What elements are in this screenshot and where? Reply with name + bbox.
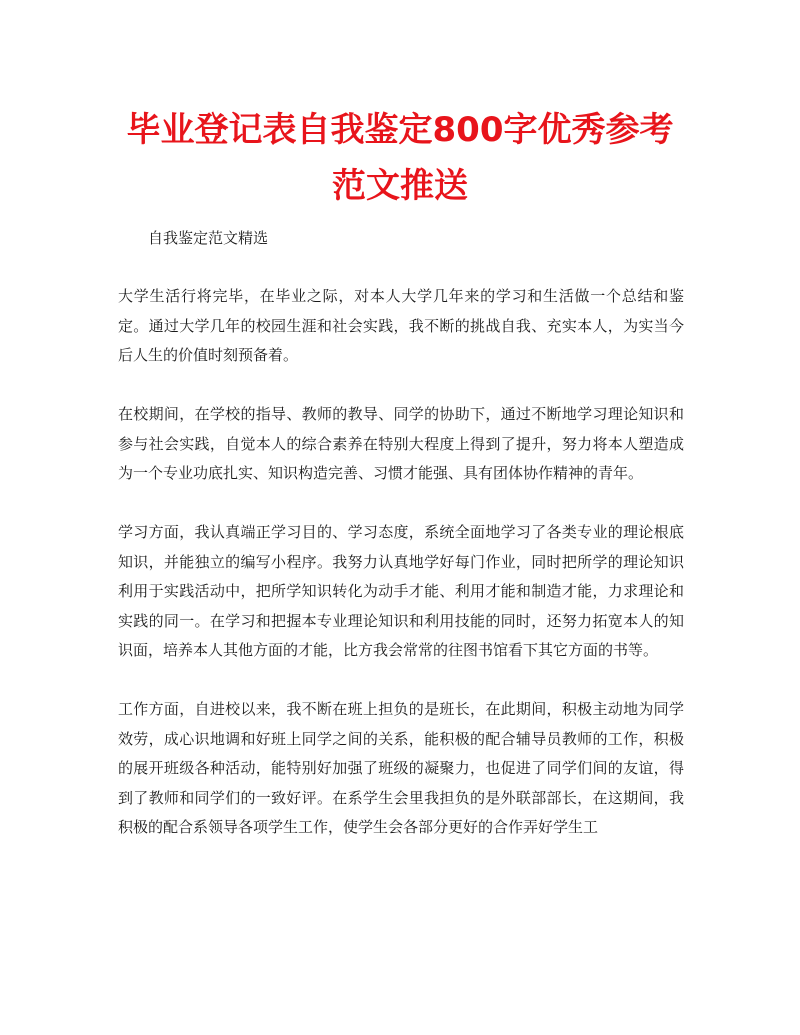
paragraph-2: 在校期间，在学校的指导、教师的教导、同学的协助下，通过不断地学习理论知识和参与社会实践，自觉本人的综合素养在特别大程度上得到了提升，努力将本人塑造成为一个专业功底扎实、知识构造完善、习惯才能强、具有团体协作精神的青年。 [118, 405, 684, 482]
paragraph-1: 大学生活行将完毕，在毕业之际，对本人大学几年来的学习和生活做一个总结和鉴定。通过大学几年的校园生涯和社会实践，我不断的挑战自我、充实本人，为实当今后人生的价值时刻预备着。 [118, 287, 684, 364]
document-title: 毕业登记表自我鉴定800字优秀参考范文推送 [126, 110, 674, 206]
document-subtitle: 自我鉴定范文精选 [148, 229, 269, 247]
document-body [118, 282, 684, 872]
paragraph-4: 工作方面，自进校以来，我不断在班上担负的是班长，在此期间，积极主动地为同学效劳，成心识地调和好班上同学之间的关系，能积极的配合辅导员教师的工作，积极的展开班级各种活动，能特别好加强了班级的凝聚力，也促进了同学们间的友谊，得到了教师和同学们的一致好评。在系学生会里我担负的是外联部部长，在这期间，我积极的配合系领导各项学生工作，使学生会各部分更好的合作弄好学生工 [118, 700, 684, 836]
paragraph-3: 学习方面，我认真端正学习目的、学习态度，系统全面地学习了各类专业的理论根底知识，并能独立的编写小程序。我努力认真地学好每门作业，同时把所学的理论知识利用于实践活动中，把所学知识转化为动手才能、利用才能和制造才能，力求理论和实践的同一。在学习和把握本专业理论知识和利用技能的同时，还努力拓宽本人的知识面，培养本人其他方面的才能，比方我会常常的往图书馆看下其它方面的书等。 [118, 523, 684, 659]
